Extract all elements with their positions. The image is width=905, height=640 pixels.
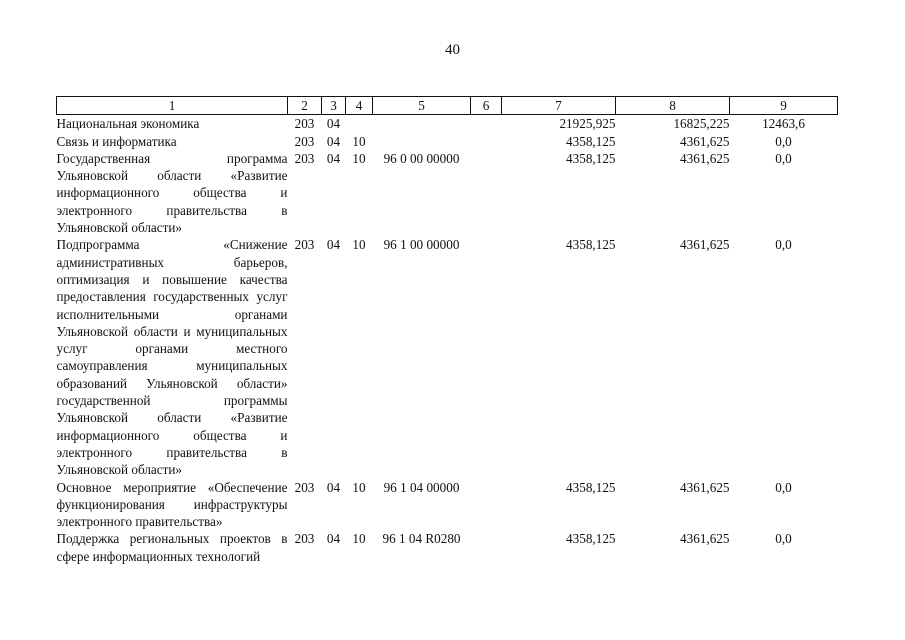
row-expense-type	[471, 479, 502, 531]
table-row	[57, 236, 838, 478]
row-expense-type	[471, 236, 502, 478]
row-amount-7: 4358,125	[566, 237, 616, 253]
row-target-code: 96 1 04 00000	[383, 479, 460, 495]
row-target-code	[373, 115, 471, 133]
row-name: Поддержка региональных проектов в сфере информационных технологий	[56, 531, 288, 564]
row-subsection: 10	[352, 150, 366, 166]
row-section: 04	[326, 133, 341, 149]
row-section: 04	[326, 150, 341, 166]
row-amount-9: 0,0	[775, 531, 792, 547]
row-amount-9: 0,0	[775, 150, 792, 166]
row-amount-9: 0,0	[775, 237, 792, 253]
row-amount-9: 0,0	[775, 133, 792, 149]
row-section: 04	[326, 531, 341, 547]
row-subsection: 10	[352, 531, 366, 547]
row-subsection: 10	[352, 479, 366, 495]
row-admin-code: 203	[294, 150, 315, 166]
row-subsection	[346, 115, 373, 133]
row-admin-code: 203	[294, 237, 315, 253]
table-row	[57, 150, 838, 236]
table-row	[57, 530, 838, 565]
header-cell-9: 9	[730, 97, 838, 115]
row-target-code	[373, 133, 471, 150]
row-admin-code: 203	[294, 133, 315, 149]
row-amount-8: 4361,625	[680, 237, 730, 253]
header-cell-4: 4	[346, 97, 373, 115]
row-target-code: 96 0 00 00000	[383, 150, 460, 166]
header-cell-1: 1	[57, 97, 288, 115]
row-name: Государственная программа Ульяновской области «Развитие информационного общества и электронного правительства в Ульяновской области»	[56, 150, 288, 236]
row-subsection: 10	[352, 237, 366, 253]
row-amount-7: 4358,125	[566, 150, 616, 166]
header-cell-6: 6	[471, 97, 502, 115]
row-amount-7: 4358,125	[566, 531, 616, 547]
header-cell-7: 7	[502, 97, 616, 115]
row-subsection: 10	[352, 133, 366, 149]
table-row	[57, 115, 838, 133]
table-row	[57, 133, 838, 150]
row-admin-code: 203	[294, 479, 315, 495]
row-amount-8: 4361,625	[680, 133, 730, 149]
row-section: 04	[326, 237, 341, 253]
row-section: 04	[326, 479, 341, 495]
row-target-code: 96 1 00 00000	[383, 237, 460, 253]
page-number: 40	[445, 42, 460, 58]
row-admin-code: 203	[294, 531, 315, 547]
table-row	[57, 479, 838, 531]
row-amount-7: 4358,125	[566, 479, 616, 495]
header-row	[57, 97, 838, 115]
row-target-code: 96 1 04 R0280	[382, 531, 461, 547]
row-name: Основное мероприятие «Обеспечение функционирования инфраструктуры электронного правительства»	[56, 479, 288, 530]
row-amount-8: 4361,625	[680, 531, 730, 547]
row-name: Связь и информатика	[56, 133, 177, 149]
header-cell-3: 3	[322, 97, 346, 115]
row-amount-8: 4361,625	[680, 479, 730, 495]
row-expense-type	[471, 115, 502, 133]
row-name: Национальная экономика	[56, 116, 200, 132]
header-cell-2: 2	[288, 97, 322, 115]
row-expense-type	[471, 530, 502, 565]
row-amount-9: 12463,6	[762, 116, 805, 132]
row-expense-type	[471, 133, 502, 150]
budget-table	[56, 96, 838, 565]
row-amount-7: 4358,125	[566, 133, 616, 149]
row-section: 04	[326, 116, 341, 132]
header-cell-8: 8	[616, 97, 730, 115]
row-amount-7: 21925,925	[559, 116, 616, 132]
row-amount-8: 16825,225	[673, 116, 730, 132]
header-cell-5: 5	[373, 97, 471, 115]
row-name: Подпрограмма «Снижение административных барьеров, оптимизация и повышение качества предоставления государственных услуг исполнительными органами Ульяновской области и муниципальных услуг органами местного самоуправления муниципальных образований Ульяновской области» государственной программы Ульяновской области «Развитие информационного общества и электронного правительства в Ульяновской области»	[56, 237, 288, 478]
row-expense-type	[471, 150, 502, 236]
row-amount-8: 4361,625	[680, 150, 730, 166]
row-admin-code: 203	[294, 116, 315, 132]
row-amount-9: 0,0	[775, 479, 792, 495]
